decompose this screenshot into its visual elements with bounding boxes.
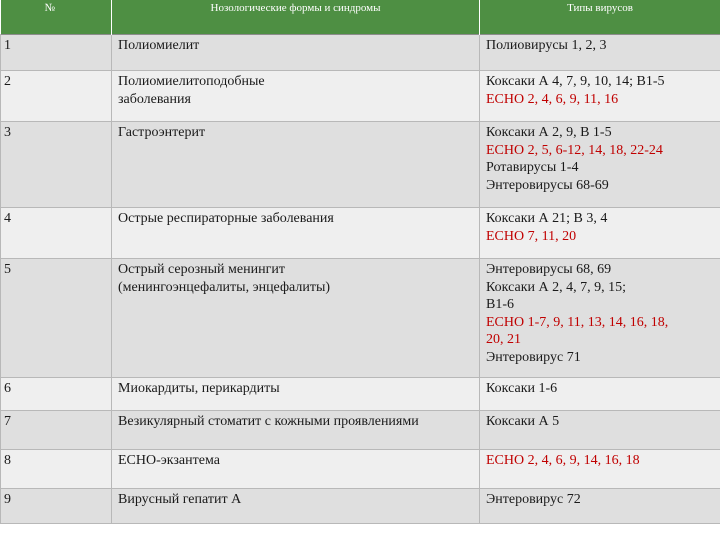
virus-text: Коксаки А 5 (486, 414, 560, 429)
virus-text: Полиовирусы 1, 2, 3 (486, 38, 607, 53)
nosology-text: Полиомиелит (118, 38, 200, 53)
header-nosology: Нозологические формы и синдромы (112, 0, 480, 35)
virus-types-cell (480, 122, 720, 208)
row-number: 6 (1, 378, 112, 411)
nosology-cell (112, 489, 480, 524)
echo-virus-text: ЕСНО 2, 4, 6, 9, 11, 16 (486, 91, 619, 107)
row-number: 1 (1, 35, 112, 71)
virus-text: Энтеровирусы 68-69 (486, 177, 609, 193)
nosology-text: Острые респираторные заболевания (118, 211, 334, 226)
nosology-text: ЕСНО-экзантема (118, 453, 220, 468)
virus-types-cell (480, 489, 720, 524)
virus-types-cell (480, 71, 720, 122)
nosology-cell (112, 122, 480, 208)
nosology-text: Острый серозный менингит (118, 262, 285, 277)
nosology-text: Гастроэнтерит (118, 125, 206, 140)
row-number: 8 (1, 450, 112, 489)
nosology-text: (менингоэнцефалиты, энцефалиты) (118, 279, 331, 295)
virus-text: Энтеровирусы 68, 69 (486, 262, 612, 277)
table-row (1, 35, 720, 71)
nosology-text: Полиомиелитоподобные (118, 74, 265, 89)
nosology-text: Везикулярный стоматит с кожными проявлениями (118, 414, 419, 429)
echo-virus-text: ЕСНО 2, 5, 6-12, 14, 18, 22-24 (486, 142, 663, 158)
nosology-text: Вирусный гепатит А (118, 492, 242, 507)
virus-text: Энтеровирус 71 (486, 349, 581, 365)
header-virus-types: Типы вирусов (480, 0, 720, 35)
echo-virus-text: 20, 21 (486, 332, 521, 347)
table-row (1, 450, 720, 489)
virus-types-cell (480, 411, 720, 450)
virus-text: В1-6 (486, 297, 514, 312)
virus-text: Коксаки А 4, 7, 9, 10, 14; В1-5 (486, 74, 665, 89)
virus-text: Коксаки 1-6 (486, 381, 558, 396)
table-row (1, 378, 720, 411)
nosology-text: Миокардиты, перикардиты (118, 381, 280, 396)
nosology-cell (112, 35, 480, 71)
table-body (1, 35, 720, 524)
table-row (1, 71, 720, 122)
nosology-cell (112, 208, 480, 259)
table-row (1, 489, 720, 524)
virus-types-cell (480, 208, 720, 259)
table-row (1, 208, 720, 259)
header-number: № (1, 0, 112, 35)
row-number: 7 (1, 411, 112, 450)
row-number: 5 (1, 259, 112, 378)
virus-types-cell (480, 35, 720, 71)
row-number: 4 (1, 208, 112, 259)
row-number: 2 (1, 71, 112, 122)
virus-types-cell (480, 450, 720, 489)
table-row (1, 411, 720, 450)
nosology-cell (112, 71, 480, 122)
table-header-row (1, 0, 720, 35)
virus-text: Коксаки А 2, 9, В 1-5 (486, 125, 612, 140)
nosology-cell (112, 450, 480, 489)
nosology-cell (112, 411, 480, 450)
table-row (1, 122, 720, 208)
virus-text: Ротавирусы 1-4 (486, 160, 579, 175)
nosology-cell (112, 259, 480, 378)
virus-types-cell (480, 259, 720, 378)
echo-virus-text: ЕСНО 1-7, 9, 11, 13, 14, 16, 18, (486, 314, 669, 330)
virus-text: Энтеровирус 72 (486, 492, 581, 507)
nosology-text: заболевания (118, 91, 191, 107)
row-number: 3 (1, 122, 112, 208)
virus-types-cell (480, 378, 720, 411)
table-row (1, 259, 720, 378)
row-number: 9 (1, 489, 112, 524)
echo-virus-text: ЕСНО 2, 4, 6, 9, 14, 16, 18 (486, 453, 640, 468)
virus-text: Коксаки А 21; В 3, 4 (486, 211, 608, 226)
nosology-cell (112, 378, 480, 411)
virus-text: Коксаки А 2, 4, 7, 9, 15; (486, 279, 626, 295)
echo-virus-text: ЕСНО 7, 11, 20 (486, 228, 577, 244)
